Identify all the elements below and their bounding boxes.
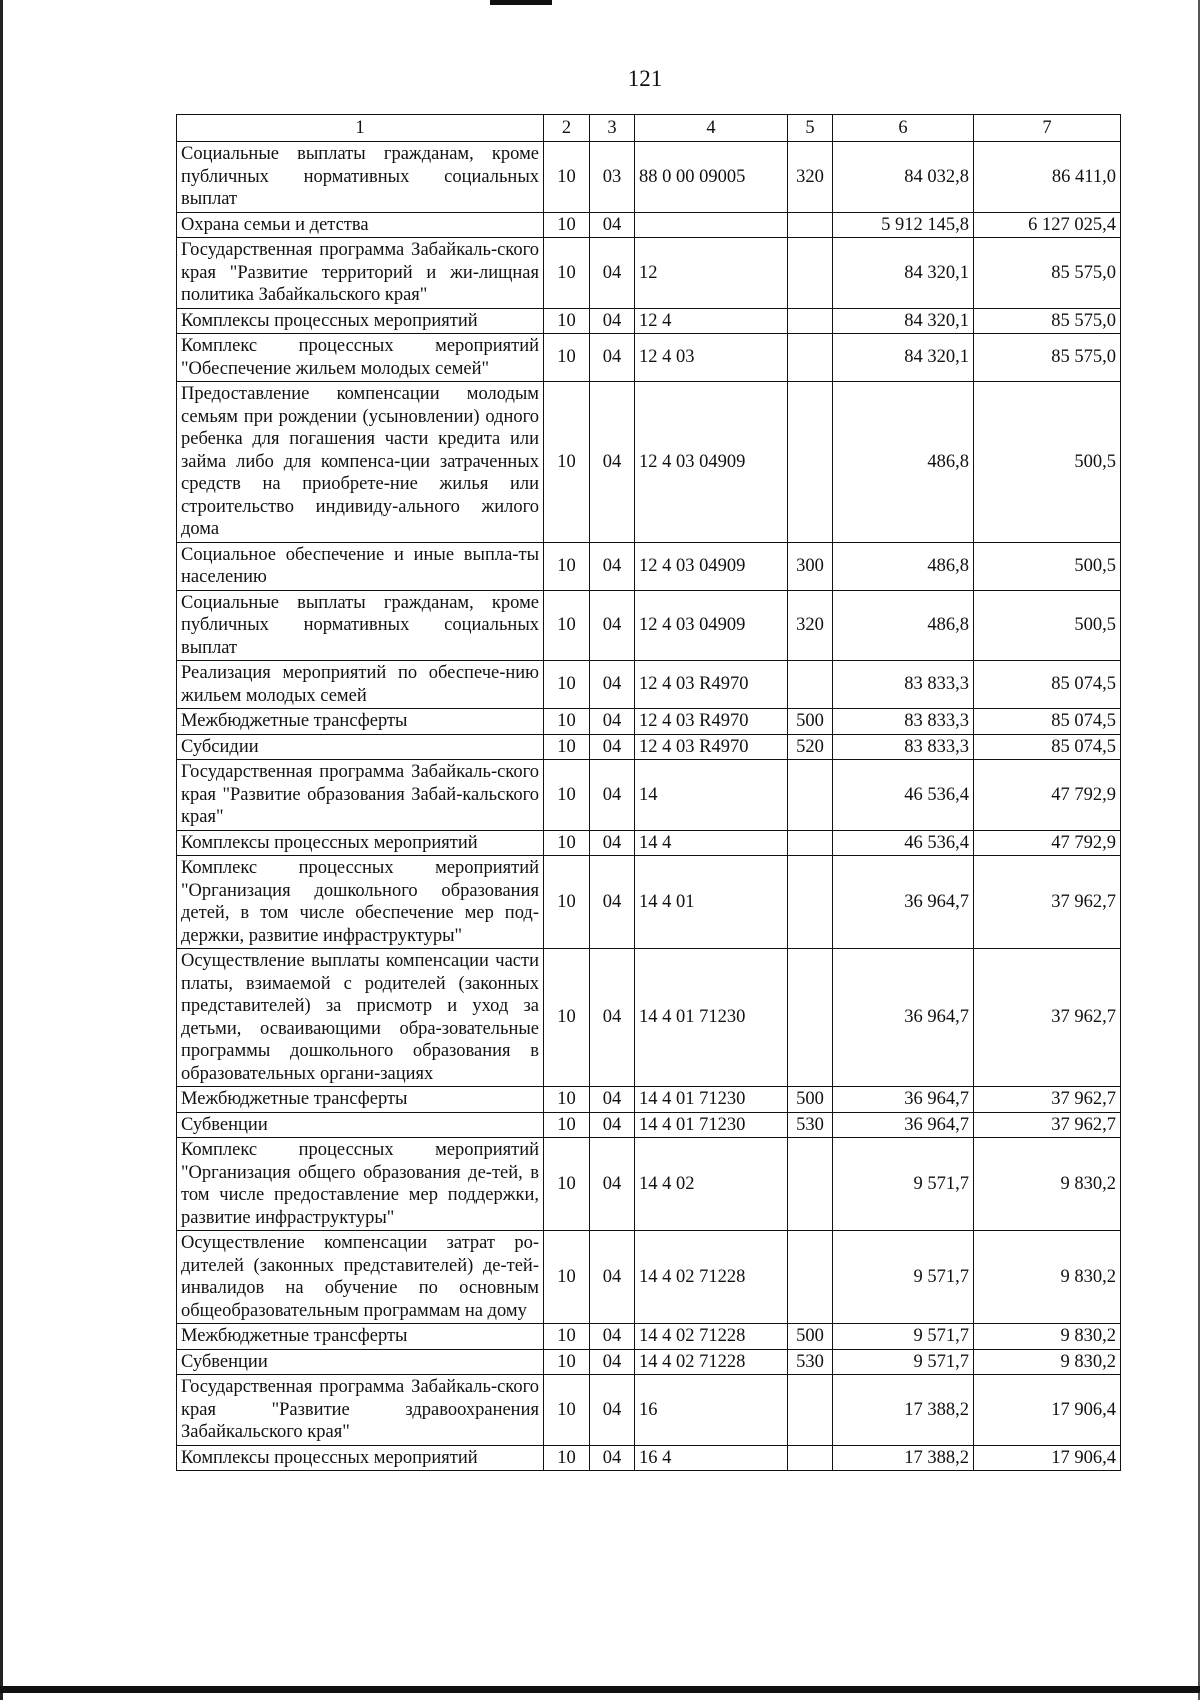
column-header-3: 3 — [590, 115, 635, 142]
table-row — [177, 308, 1121, 334]
row-section-cell: 10 — [544, 830, 590, 856]
row-expense-type-cell — [788, 1375, 833, 1446]
row-amount-year2-cell: 85 575,0 — [974, 334, 1121, 382]
table-row — [177, 1349, 1121, 1375]
row-section-cell: 10 — [544, 212, 590, 238]
row-section-cell: 10 — [544, 709, 590, 735]
row-subsection-cell: 04 — [590, 590, 635, 661]
row-amount-year1-cell: 17 388,2 — [833, 1445, 974, 1471]
row-amount-year1-cell: 486,8 — [833, 542, 974, 590]
row-section-cell: 10 — [544, 661, 590, 709]
row-target-article-cell: 14 — [635, 760, 788, 831]
row-amount-year1-cell: 486,8 — [833, 590, 974, 661]
row-expense-type-cell: 500 — [788, 1324, 833, 1350]
row-subsection-cell: 04 — [590, 1324, 635, 1350]
table-row — [177, 334, 1121, 382]
row-amount-year1-cell: 36 964,7 — [833, 1087, 974, 1113]
table-row — [177, 661, 1121, 709]
row-name-cell: Реализация мероприятий по обеспече-нию жильем молодых семей — [177, 661, 544, 709]
scan-top-mark — [490, 0, 552, 5]
row-expense-type-cell — [788, 382, 833, 543]
row-expense-type-cell — [788, 1231, 833, 1324]
row-amount-year2-cell: 37 962,7 — [974, 1112, 1121, 1138]
row-amount-year2-cell: 85 074,5 — [974, 661, 1121, 709]
row-name-cell: Субвенции — [177, 1349, 544, 1375]
row-expense-type-cell — [788, 830, 833, 856]
row-section-cell: 10 — [544, 856, 590, 949]
row-target-article-cell: 14 4 02 71228 — [635, 1231, 788, 1324]
row-section-cell: 10 — [544, 1231, 590, 1324]
budget-table — [176, 114, 1121, 1471]
row-expense-type-cell — [788, 308, 833, 334]
table-row — [177, 542, 1121, 590]
row-name-cell: Межбюджетные трансферты — [177, 1324, 544, 1350]
row-target-article-cell: 12 4 03 R4970 — [635, 709, 788, 735]
table-row — [177, 590, 1121, 661]
row-subsection-cell: 04 — [590, 1375, 635, 1446]
row-target-article-cell: 12 4 03 04909 — [635, 382, 788, 543]
row-amount-year2-cell: 9 830,2 — [974, 1231, 1121, 1324]
row-section-cell: 10 — [544, 238, 590, 309]
row-target-article-cell: 12 4 03 R4970 — [635, 734, 788, 760]
table-row — [177, 949, 1121, 1087]
row-name-cell: Субсидии — [177, 734, 544, 760]
row-section-cell: 10 — [544, 308, 590, 334]
row-subsection-cell: 04 — [590, 1087, 635, 1113]
table-row — [177, 830, 1121, 856]
row-section-cell: 10 — [544, 382, 590, 543]
row-name-cell: Социальные выплаты гражданам, кроме публичных нормативных социальных выплат — [177, 590, 544, 661]
row-section-cell: 10 — [544, 1138, 590, 1231]
row-expense-type-cell: 500 — [788, 1087, 833, 1113]
column-header-1: 1 — [177, 115, 544, 142]
row-amount-year2-cell: 9 830,2 — [974, 1324, 1121, 1350]
row-name-cell: Межбюджетные трансферты — [177, 709, 544, 735]
row-amount-year1-cell: 84 320,1 — [833, 308, 974, 334]
row-target-article-cell: 14 4 01 — [635, 856, 788, 949]
row-section-cell: 10 — [544, 1087, 590, 1113]
row-expense-type-cell: 530 — [788, 1349, 833, 1375]
row-section-cell: 10 — [544, 334, 590, 382]
row-subsection-cell: 04 — [590, 949, 635, 1087]
row-amount-year2-cell: 500,5 — [974, 542, 1121, 590]
row-target-article-cell: 12 4 — [635, 308, 788, 334]
row-name-cell: Комплекс процессных мероприятий "Организация дошкольного образования детей, в том числе обеспечение мер под-держки, развитие инфраструктуры" — [177, 856, 544, 949]
table-row — [177, 142, 1121, 213]
row-expense-type-cell — [788, 1445, 833, 1471]
row-expense-type-cell: 320 — [788, 142, 833, 213]
row-amount-year2-cell: 9 830,2 — [974, 1349, 1121, 1375]
row-name-cell: Межбюджетные трансферты — [177, 1087, 544, 1113]
row-target-article-cell: 16 — [635, 1375, 788, 1446]
row-subsection-cell: 04 — [590, 212, 635, 238]
row-amount-year1-cell: 84 320,1 — [833, 238, 974, 309]
row-amount-year2-cell: 37 962,7 — [974, 856, 1121, 949]
row-section-cell: 10 — [544, 142, 590, 213]
row-subsection-cell: 04 — [590, 661, 635, 709]
row-name-cell: Комплексы процессных мероприятий — [177, 1445, 544, 1471]
row-section-cell: 10 — [544, 542, 590, 590]
row-subsection-cell: 04 — [590, 382, 635, 543]
row-name-cell: Осуществление выплаты компенсации части платы, взимаемой с родителей (законных представителей) за присмотр и уход за детьми, осваивающими обра-зовательные программы дошкольного образования в образовательных органи-зациях — [177, 949, 544, 1087]
row-subsection-cell: 04 — [590, 709, 635, 735]
table-row — [177, 382, 1121, 543]
row-target-article-cell: 12 4 03 04909 — [635, 590, 788, 661]
row-section-cell: 10 — [544, 1324, 590, 1350]
row-amount-year1-cell: 83 833,3 — [833, 709, 974, 735]
row-name-cell: Охрана семьи и детства — [177, 212, 544, 238]
row-expense-type-cell — [788, 760, 833, 831]
row-amount-year1-cell: 83 833,3 — [833, 661, 974, 709]
row-name-cell: Комплексы процессных мероприятий — [177, 308, 544, 334]
column-header-7: 7 — [974, 115, 1121, 142]
row-amount-year2-cell: 37 962,7 — [974, 1087, 1121, 1113]
table-row — [177, 1445, 1121, 1471]
row-subsection-cell: 04 — [590, 1231, 635, 1324]
row-subsection-cell: 04 — [590, 334, 635, 382]
row-target-article-cell: 14 4 — [635, 830, 788, 856]
row-expense-type-cell — [788, 1138, 833, 1231]
row-subsection-cell: 04 — [590, 1138, 635, 1231]
table-row — [177, 238, 1121, 309]
row-name-cell: Комплекс процессных мероприятий "Организация общего образования де-тей, в том числе предоставление мер поддержки, развитие инфраструктуры" — [177, 1138, 544, 1231]
row-name-cell: Комплексы процессных мероприятий — [177, 830, 544, 856]
row-target-article-cell: 14 4 01 71230 — [635, 1112, 788, 1138]
table-row — [177, 1231, 1121, 1324]
row-subsection-cell: 04 — [590, 308, 635, 334]
row-subsection-cell: 04 — [590, 1349, 635, 1375]
table-row — [177, 709, 1121, 735]
row-amount-year1-cell: 83 833,3 — [833, 734, 974, 760]
row-target-article-cell: 14 4 02 — [635, 1138, 788, 1231]
row-name-cell: Комплекс процессных мероприятий "Обеспечение жильем молодых семей" — [177, 334, 544, 382]
row-amount-year2-cell: 37 962,7 — [974, 949, 1121, 1087]
column-header-5: 5 — [788, 115, 833, 142]
table-body — [177, 142, 1121, 1471]
table-row — [177, 1324, 1121, 1350]
row-section-cell: 10 — [544, 760, 590, 831]
row-amount-year2-cell: 9 830,2 — [974, 1138, 1121, 1231]
row-name-cell: Субвенции — [177, 1112, 544, 1138]
row-section-cell: 10 — [544, 1112, 590, 1138]
row-amount-year1-cell: 5 912 145,8 — [833, 212, 974, 238]
row-amount-year1-cell: 46 536,4 — [833, 830, 974, 856]
row-expense-type-cell — [788, 212, 833, 238]
row-target-article-cell: 88 0 00 09005 — [635, 142, 788, 213]
column-header-4: 4 — [635, 115, 788, 142]
row-subsection-cell: 04 — [590, 238, 635, 309]
row-expense-type-cell: 500 — [788, 709, 833, 735]
row-expense-type-cell — [788, 661, 833, 709]
row-amount-year2-cell: 85 074,5 — [974, 709, 1121, 735]
row-subsection-cell: 04 — [590, 1445, 635, 1471]
row-expense-type-cell: 320 — [788, 590, 833, 661]
row-amount-year2-cell: 86 411,0 — [974, 142, 1121, 213]
row-section-cell: 10 — [544, 1349, 590, 1375]
row-target-article-cell: 12 — [635, 238, 788, 309]
row-expense-type-cell: 530 — [788, 1112, 833, 1138]
row-amount-year1-cell: 84 032,8 — [833, 142, 974, 213]
scan-left-edge — [0, 0, 3, 1700]
row-amount-year1-cell: 36 964,7 — [833, 949, 974, 1087]
row-target-article-cell: 12 4 03 04909 — [635, 542, 788, 590]
row-subsection-cell: 03 — [590, 142, 635, 213]
row-amount-year1-cell: 84 320,1 — [833, 334, 974, 382]
row-target-article-cell: 14 4 01 71230 — [635, 949, 788, 1087]
row-section-cell: 10 — [544, 1375, 590, 1446]
row-name-cell: Государственная программа Забайкаль-ского края "Развитие здравоохранения Забайкальского края" — [177, 1375, 544, 1446]
row-amount-year1-cell: 46 536,4 — [833, 760, 974, 831]
row-section-cell: 10 — [544, 949, 590, 1087]
row-subsection-cell: 04 — [590, 760, 635, 831]
row-amount-year1-cell: 17 388,2 — [833, 1375, 974, 1446]
row-subsection-cell: 04 — [590, 830, 635, 856]
row-amount-year2-cell: 17 906,4 — [974, 1445, 1121, 1471]
row-amount-year1-cell: 486,8 — [833, 382, 974, 543]
row-amount-year2-cell: 500,5 — [974, 382, 1121, 543]
table-row — [177, 760, 1121, 831]
row-amount-year1-cell: 9 571,7 — [833, 1324, 974, 1350]
row-amount-year2-cell: 17 906,4 — [974, 1375, 1121, 1446]
header-row — [177, 115, 1121, 142]
row-target-article-cell: 12 4 03 — [635, 334, 788, 382]
row-subsection-cell: 04 — [590, 1112, 635, 1138]
row-target-article-cell: 12 4 03 R4970 — [635, 661, 788, 709]
row-section-cell: 10 — [544, 734, 590, 760]
row-name-cell: Осуществление компенсации затрат ро-дителей (законных представителей) де-тей-инвалидов на обучение по основным общеобразовательным программам на дому — [177, 1231, 544, 1324]
table-row — [177, 734, 1121, 760]
row-amount-year2-cell: 85 074,5 — [974, 734, 1121, 760]
row-expense-type-cell — [788, 949, 833, 1087]
column-header-2: 2 — [544, 115, 590, 142]
row-amount-year1-cell: 36 964,7 — [833, 1112, 974, 1138]
row-target-article-cell: 14 4 02 71228 — [635, 1349, 788, 1375]
row-amount-year1-cell: 9 571,7 — [833, 1349, 974, 1375]
table-row — [177, 212, 1121, 238]
table-row — [177, 1112, 1121, 1138]
row-expense-type-cell: 520 — [788, 734, 833, 760]
table-row — [177, 856, 1121, 949]
row-amount-year2-cell: 6 127 025,4 — [974, 212, 1121, 238]
row-section-cell: 10 — [544, 1445, 590, 1471]
row-target-article-cell — [635, 212, 788, 238]
table-row — [177, 1087, 1121, 1113]
page-number: 121 — [627, 66, 663, 91]
row-amount-year2-cell: 47 792,9 — [974, 760, 1121, 831]
row-name-cell: Государственная программа Забайкаль-ского края "Развитие образования Забай-кальского края" — [177, 760, 544, 831]
row-expense-type-cell — [788, 334, 833, 382]
row-amount-year2-cell: 85 575,0 — [974, 238, 1121, 309]
row-name-cell: Социальные выплаты гражданам, кроме публичных нормативных социальных выплат — [177, 142, 544, 213]
row-expense-type-cell: 300 — [788, 542, 833, 590]
row-expense-type-cell — [788, 238, 833, 309]
row-amount-year1-cell: 36 964,7 — [833, 856, 974, 949]
row-target-article-cell: 14 4 02 71228 — [635, 1324, 788, 1350]
column-header-6: 6 — [833, 115, 974, 142]
row-amount-year1-cell: 9 571,7 — [833, 1138, 974, 1231]
row-subsection-cell: 04 — [590, 856, 635, 949]
row-expense-type-cell — [788, 856, 833, 949]
row-name-cell: Государственная программа Забайкаль-ского края "Развитие территорий и жи-лищная политика Забайкальского края" — [177, 238, 544, 309]
row-amount-year2-cell: 500,5 — [974, 590, 1121, 661]
scan-bottom-edge — [0, 1686, 1200, 1693]
row-subsection-cell: 04 — [590, 542, 635, 590]
row-name-cell: Социальное обеспечение и иные выпла-ты населению — [177, 542, 544, 590]
row-amount-year2-cell: 47 792,9 — [974, 830, 1121, 856]
row-amount-year1-cell: 9 571,7 — [833, 1231, 974, 1324]
row-target-article-cell: 14 4 01 71230 — [635, 1087, 788, 1113]
table-row — [177, 1375, 1121, 1446]
row-target-article-cell: 16 4 — [635, 1445, 788, 1471]
row-subsection-cell: 04 — [590, 734, 635, 760]
row-amount-year2-cell: 85 575,0 — [974, 308, 1121, 334]
row-name-cell: Предоставление компенсации молодым семьям при рождении (усыновлении) одного ребенка для погашения части кредита или займа либо для компенса-ции затраченных средств на приобрете-ние жилья или строительство индивиду-ального жилого дома — [177, 382, 544, 543]
table-row — [177, 1138, 1121, 1231]
row-section-cell: 10 — [544, 590, 590, 661]
